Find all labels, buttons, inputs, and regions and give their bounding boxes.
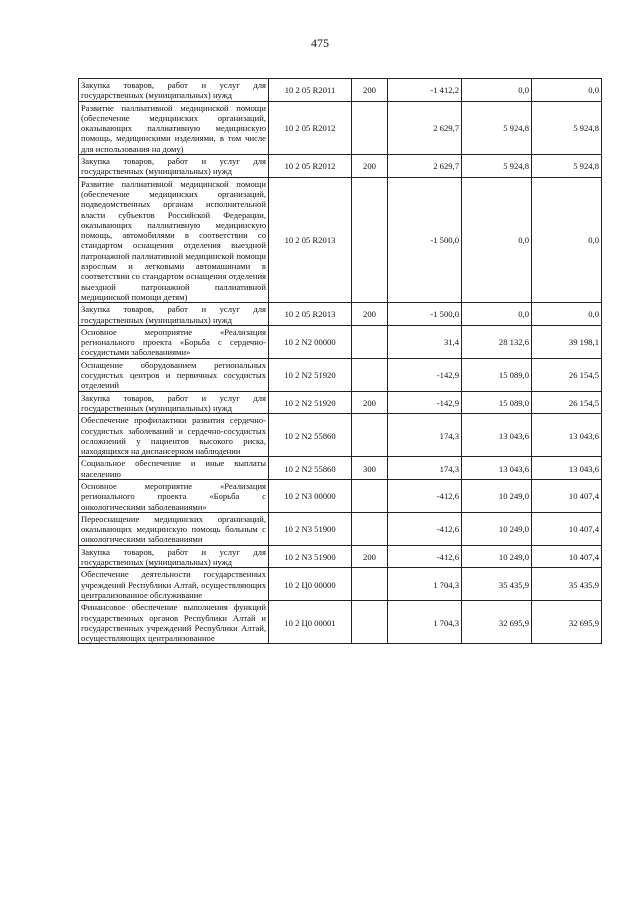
row-value-3-cell: 10 407,4 (532, 479, 602, 512)
row-value-1-cell: 1 704,3 (388, 568, 462, 601)
row-expense-type-cell (352, 414, 388, 457)
row-code-cell: 10 2 N3 51900 (269, 512, 352, 545)
table-row (79, 568, 602, 601)
row-value-3-cell: 0,0 (532, 303, 602, 326)
row-name-cell: Финансовое обеспечение выполнения функций государственных органов Республики Алтай и государственных учреждений Республики Алтай, осуществляющих централизованное (79, 601, 269, 644)
row-name-cell: Социальное обеспечение и иные выплаты населению (79, 457, 269, 480)
row-value-3-cell: 26 154,5 (532, 391, 602, 414)
row-value-3-cell: 39 198,1 (532, 325, 602, 358)
row-expense-type-cell (352, 101, 388, 154)
row-code-cell: 10 2 Ц0 00001 (269, 601, 352, 644)
row-value-2-cell: 10 249,0 (462, 479, 532, 512)
row-value-3-cell: 0,0 (532, 79, 602, 102)
row-code-cell: 10 2 N2 51920 (269, 358, 352, 391)
budget-table (78, 78, 602, 644)
row-value-3-cell: 13 043,6 (532, 457, 602, 480)
row-value-1-cell: 174,3 (388, 457, 462, 480)
row-value-3-cell: 5 924,8 (532, 155, 602, 178)
row-expense-type-cell: 200 (352, 79, 388, 102)
row-value-3-cell: 32 695,9 (532, 601, 602, 644)
row-value-2-cell: 10 249,0 (462, 545, 532, 568)
row-code-cell: 10 2 N3 51900 (269, 545, 352, 568)
row-value-2-cell: 15 089,0 (462, 358, 532, 391)
row-name-cell: Обеспечение профилактики развития сердечно-сосудистых заболеваний и сердечно-сосудистых осложнений у пациентов высокого риска, находящихся на диспансерном наблюдении (79, 414, 269, 457)
row-name-cell: Закупка товаров, работ и услуг для государственных (муниципальных) нужд (79, 545, 269, 568)
table-row (79, 457, 602, 480)
row-name-cell: Основное мероприятие «Реализация регионального проекта «Борьба с сердечно-сосудистыми заболеваниями» (79, 325, 269, 358)
row-code-cell: 10 2 05 R2012 (269, 155, 352, 178)
row-name-cell: Закупка товаров, работ и услуг для государственных (муниципальных) нужд (79, 303, 269, 326)
row-expense-type-cell: 200 (352, 545, 388, 568)
row-value-1-cell: 1 704,3 (388, 601, 462, 644)
row-expense-type-cell (352, 177, 388, 303)
row-value-1-cell: 174,3 (388, 414, 462, 457)
row-code-cell: 10 2 N2 55860 (269, 457, 352, 480)
table-row (79, 325, 602, 358)
row-name-cell: Переоснащение медицинских организаций, оказывающих медицинскую помощь больным с онкологическими заболеваниями (79, 512, 269, 545)
row-value-2-cell: 0,0 (462, 79, 532, 102)
row-value-1-cell: -142,9 (388, 391, 462, 414)
table-row (79, 512, 602, 545)
row-name-cell: Обеспечение деятельности государственных учреждений Республики Алтай, осуществляющих централизованное обслуживание (79, 568, 269, 601)
row-value-2-cell: 13 043,6 (462, 457, 532, 480)
row-name-cell: Закупка товаров, работ и услуг для государственных (муниципальных) нужд (79, 155, 269, 178)
row-code-cell: 10 2 05 R2013 (269, 177, 352, 303)
table-row (79, 79, 602, 102)
row-value-1-cell: -1 412,2 (388, 79, 462, 102)
row-expense-type-cell: 200 (352, 155, 388, 178)
row-value-1-cell: -412,6 (388, 545, 462, 568)
row-value-2-cell: 5 924,8 (462, 155, 532, 178)
row-value-2-cell: 0,0 (462, 177, 532, 303)
row-code-cell: 10 2 N2 55860 (269, 414, 352, 457)
row-name-cell: Развитие паллиативной медицинской помощи (обеспечение медицинских организаций, оказывающих паллиативную медицинскую помощь, медицинскими изделиями, в том числе для использования на дому) (79, 101, 269, 154)
row-expense-type-cell (352, 325, 388, 358)
row-code-cell: 10 2 05 R2011 (269, 79, 352, 102)
row-code-cell: 10 2 N2 51920 (269, 391, 352, 414)
row-expense-type-cell (352, 568, 388, 601)
row-value-3-cell: 35 435,9 (532, 568, 602, 601)
table-row (79, 155, 602, 178)
row-expense-type-cell: 300 (352, 457, 388, 480)
row-name-cell: Оснащение оборудованием региональных сосудистых центров и первичных сосудистых отделений (79, 358, 269, 391)
page-number: 475 (311, 36, 329, 50)
table-row (79, 358, 602, 391)
row-value-3-cell: 10 407,4 (532, 545, 602, 568)
row-value-2-cell: 15 089,0 (462, 391, 532, 414)
row-value-1-cell: -142,9 (388, 358, 462, 391)
row-name-cell: Развитие паллиативной медицинской помощи (обеспечение медицинских организаций, подведомственных органам исполнительной власти субъектов Российской Федерации, оказывающих паллиативную медицинскую помощь, автомобилями в соответствии со стандартом оснащения отделения выездной патронажной паллиативной медицинской помощи взрослым и легковыми автомашинами в соответствии со стандартом оснащения отделения выездной патронажной паллиативной медицинской помощи детям) (79, 177, 269, 303)
row-value-1-cell: -1 500,0 (388, 303, 462, 326)
row-value-1-cell: 2 629,7 (388, 155, 462, 178)
row-value-3-cell: 10 407,4 (532, 512, 602, 545)
row-code-cell: 10 2 05 R2013 (269, 303, 352, 326)
row-expense-type-cell (352, 512, 388, 545)
row-code-cell: 10 2 Ц0 00000 (269, 568, 352, 601)
row-name-cell: Закупка товаров, работ и услуг для государственных (муниципальных) нужд (79, 391, 269, 414)
row-expense-type-cell: 200 (352, 303, 388, 326)
row-value-3-cell: 0,0 (532, 177, 602, 303)
row-value-3-cell: 26 154,5 (532, 358, 602, 391)
row-value-1-cell: 2 629,7 (388, 101, 462, 154)
table-row (79, 414, 602, 457)
table-row (79, 177, 602, 303)
row-value-3-cell: 5 924,8 (532, 101, 602, 154)
row-value-1-cell: 31,4 (388, 325, 462, 358)
row-expense-type-cell (352, 479, 388, 512)
row-value-2-cell: 10 249,0 (462, 512, 532, 545)
row-name-cell: Основное мероприятие «Реализация регионального проекта «Борьба с онкологическими заболеваниями» (79, 479, 269, 512)
table-row (79, 479, 602, 512)
row-value-1-cell: -412,6 (388, 512, 462, 545)
row-value-1-cell: -412,6 (388, 479, 462, 512)
row-value-2-cell: 0,0 (462, 303, 532, 326)
row-value-3-cell: 13 043,6 (532, 414, 602, 457)
row-value-2-cell: 35 435,9 (462, 568, 532, 601)
row-expense-type-cell: 200 (352, 391, 388, 414)
row-expense-type-cell (352, 358, 388, 391)
row-value-2-cell: 32 695,9 (462, 601, 532, 644)
table-row (79, 101, 602, 154)
table-row (79, 303, 602, 326)
row-value-2-cell: 28 132,6 (462, 325, 532, 358)
table-row (79, 391, 602, 414)
row-code-cell: 10 2 N2 00000 (269, 325, 352, 358)
row-code-cell: 10 2 05 R2012 (269, 101, 352, 154)
row-value-2-cell: 13 043,6 (462, 414, 532, 457)
row-code-cell: 10 2 N3 00000 (269, 479, 352, 512)
row-value-1-cell: -1 500,0 (388, 177, 462, 303)
row-name-cell: Закупка товаров, работ и услуг для государственных (муниципальных) нужд (79, 79, 269, 102)
row-expense-type-cell (352, 601, 388, 644)
table-row (79, 545, 602, 568)
table-row (79, 601, 602, 644)
row-value-2-cell: 5 924,8 (462, 101, 532, 154)
budget-table-body (79, 79, 602, 644)
